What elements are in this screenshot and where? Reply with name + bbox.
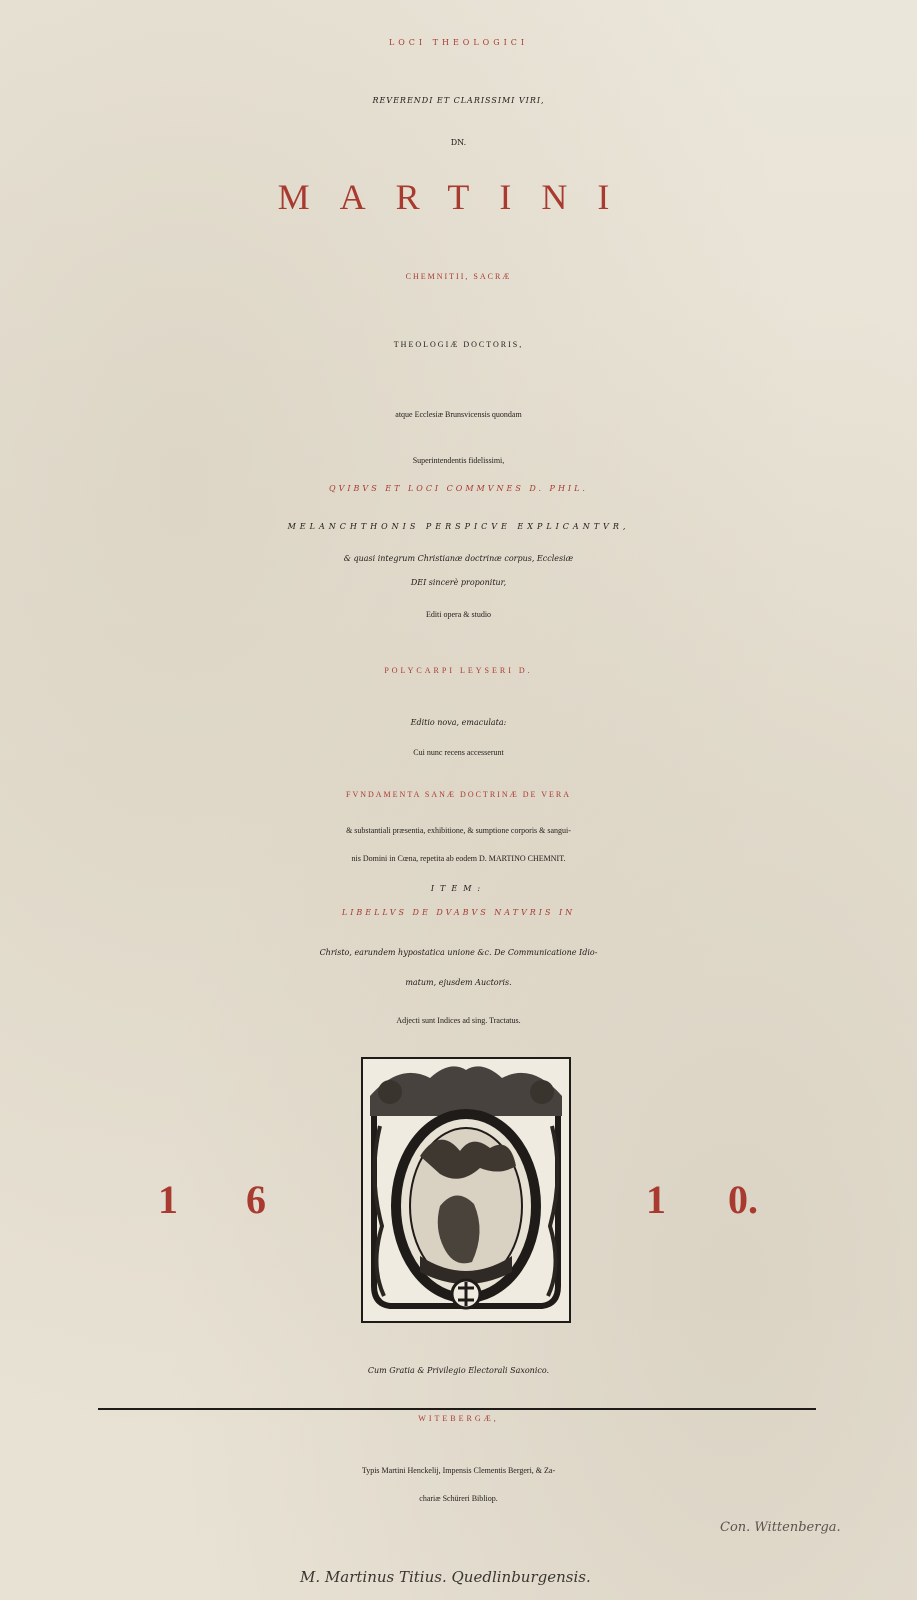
year-digit: 6 (246, 1177, 266, 1222)
title-line-superintendentis: Superintendentis fidelissimi, (412, 456, 505, 465)
title-line-chemnitii: CHEMNITII, SACRÆ (405, 272, 512, 281)
divider-rule (98, 1408, 816, 1410)
title-line-cui: Cui nunc recens accesserunt (413, 748, 504, 757)
title-line-reverendi: REVERENDI ET CLARISSIMI VIRI, (372, 96, 545, 105)
title-line-cena: nis Domini in Cœna, repetita ab eodem D. MARTINO CHEMNIT. (351, 854, 566, 863)
printers-device-woodcut (360, 1056, 572, 1324)
title-line-quasi: & quasi integrum Christianæ doctrinæ corpus, Ecclesiæ (343, 554, 574, 563)
title-line-loci: LOCI THEOLOGICI (388, 38, 529, 47)
title-line-editi: Editi opera & studio (425, 610, 492, 619)
title-line-substantiali: & substantiali præsentia, exhibitione, & sumptione corporis & sangui- (346, 826, 571, 835)
title-line-theologiae: THEOLOGIÆ DOCTORIS, (393, 340, 524, 349)
imprint-line-2: chariæ Schüreri Bibliop. (419, 1494, 498, 1503)
handwritten-margin-note: Con. Wittenberga. (720, 1520, 841, 1535)
title-line-matum: matum, ejusdem Auctoris. (405, 978, 512, 987)
year-digit: 0. (728, 1177, 758, 1222)
privilege-line: Cum Gratia & Privilegio Electorali Saxonico. (367, 1366, 550, 1375)
title-line-ecclesiae: atque Ecclesiæ Brunsvicensis quondam (395, 410, 522, 419)
title-line-dn: DN. (450, 138, 467, 147)
title-line-libellus: LIBELLVS DE DVABVS NATVRIS IN (341, 908, 576, 917)
title-line-item: ITEM: (430, 884, 487, 893)
title-line-adjecti: Adjecti sunt Indices ad sing. Tractatus. (396, 1016, 521, 1025)
title-line-christo: Christo, earundem hypostatica unione &c. De Communicatione Idio- (319, 948, 598, 957)
title-line-melanchthonis: MELANCHTHONIS PERSPICVE EXPLICANTVR, (287, 522, 630, 531)
title-line-fundamenta: FVNDAMENTA SANÆ DOCTRINÆ DE VERA (346, 790, 571, 799)
imprint-line-1: Typis Martini Henckelij, Impensis Clementis Bergeri, & Za- (361, 1466, 556, 1475)
title-line-dei: DEI sincerè proponitur, (410, 578, 507, 587)
title-line-editio: Editio nova, emaculata: (410, 718, 507, 727)
imprint-city: WITEBERGÆ, (418, 1414, 499, 1423)
title-line-martini: MARTINI (277, 177, 640, 217)
title-line-polycarpi: POLYCARPI LEYSERI D. (384, 666, 533, 675)
year-digit: 1 (646, 1177, 666, 1222)
title-line-quibus: QVIBVS ET LOCI COMMVNES D. PHIL. (329, 484, 588, 493)
year-digit: 1 (158, 1177, 178, 1222)
handwritten-ownership-note: M. Martinus Titius. Quedlinburgensis. (300, 1568, 591, 1586)
